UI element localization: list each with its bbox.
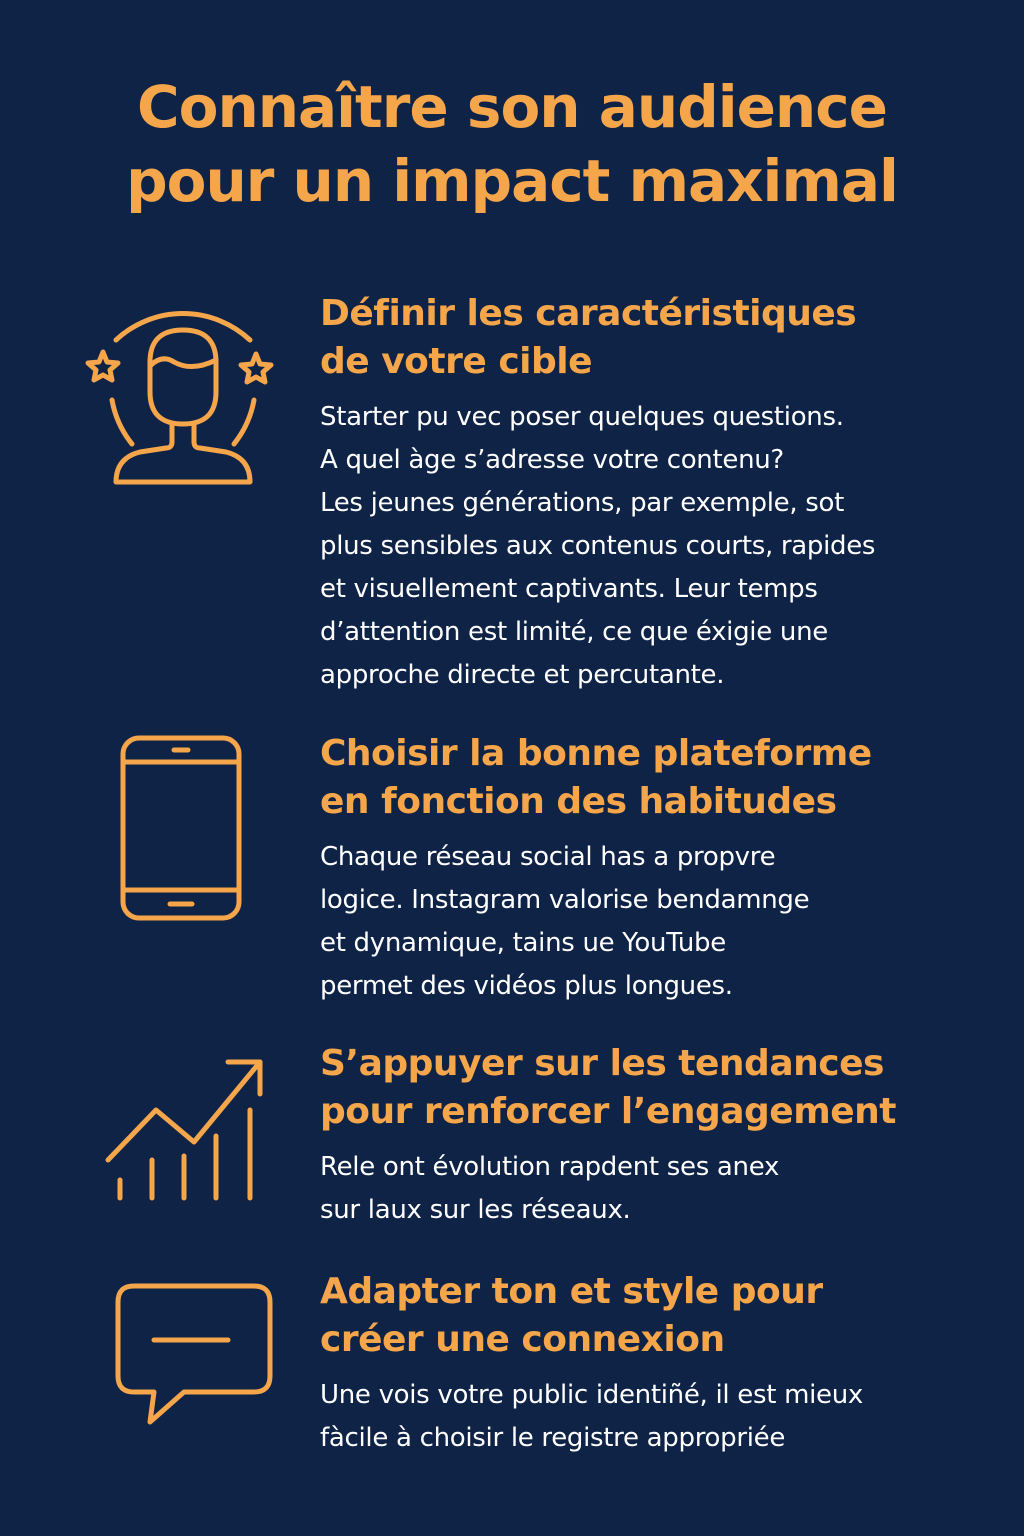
body-line: logice. Instagram valorise bendamnge xyxy=(320,885,810,915)
body-line: Les jeunes générations, par exemple, sot xyxy=(320,488,845,518)
trending-up-chart-icon xyxy=(78,1040,288,1250)
heading-line: en fonction des habitudes xyxy=(320,781,837,822)
body-line: sur laux sur les réseaux. xyxy=(320,1195,631,1225)
heading-line: de votre cible xyxy=(320,341,593,382)
body-line: Starter pu vec poser quelques questions. xyxy=(320,402,844,432)
body-line: d’attention est limité, ce que éxigie une xyxy=(320,617,828,647)
section-body xyxy=(320,1146,970,1232)
body-line: approche directe et percutante. xyxy=(320,660,725,690)
section-heading xyxy=(320,290,970,386)
speech-bubble-icon xyxy=(78,1268,288,1478)
heading-line: pour renforcer l’engagement xyxy=(320,1091,896,1132)
body-line: Rele ont évolution rapdent ses anex xyxy=(320,1152,780,1182)
body-line: plus sensibles aux contenus courts, rapides xyxy=(320,531,876,561)
section-heading xyxy=(320,1040,970,1136)
body-line: Chaque réseau social has a propvre xyxy=(320,842,776,872)
heading-line: créer une connexion xyxy=(320,1319,725,1360)
section-heading xyxy=(320,1268,970,1364)
heading-line: Adapter ton et style pour xyxy=(320,1271,823,1312)
heading-line: Choisir la bonne plateforme xyxy=(320,733,872,774)
section-heading xyxy=(320,730,970,826)
smartphone-icon xyxy=(78,730,288,940)
page-title-line-2: pour un impact maximal xyxy=(126,147,898,215)
page-title xyxy=(40,70,984,218)
body-line: permet des vidéos plus longues. xyxy=(320,971,733,1001)
person-with-stars-icon xyxy=(78,292,288,502)
heading-line: Définir les caractéristiques xyxy=(320,293,857,334)
section-body xyxy=(320,836,970,1008)
section-body xyxy=(320,396,970,697)
section-body xyxy=(320,1374,970,1460)
body-line: et visuellement captivants. Leur temps xyxy=(320,574,818,604)
body-line: et dynamique, tains ue YouTube xyxy=(320,928,726,958)
heading-line: S’appuyer sur les tendances xyxy=(320,1043,884,1084)
page-title-line-1: Connaître son audience xyxy=(137,73,887,141)
body-line: A quel àge s’adresse votre contenu? xyxy=(320,445,784,475)
body-line: Une vois votre public identiñé, il est mieux xyxy=(320,1380,864,1410)
body-line: fàcile à choisir le registre appropriée xyxy=(320,1423,786,1453)
